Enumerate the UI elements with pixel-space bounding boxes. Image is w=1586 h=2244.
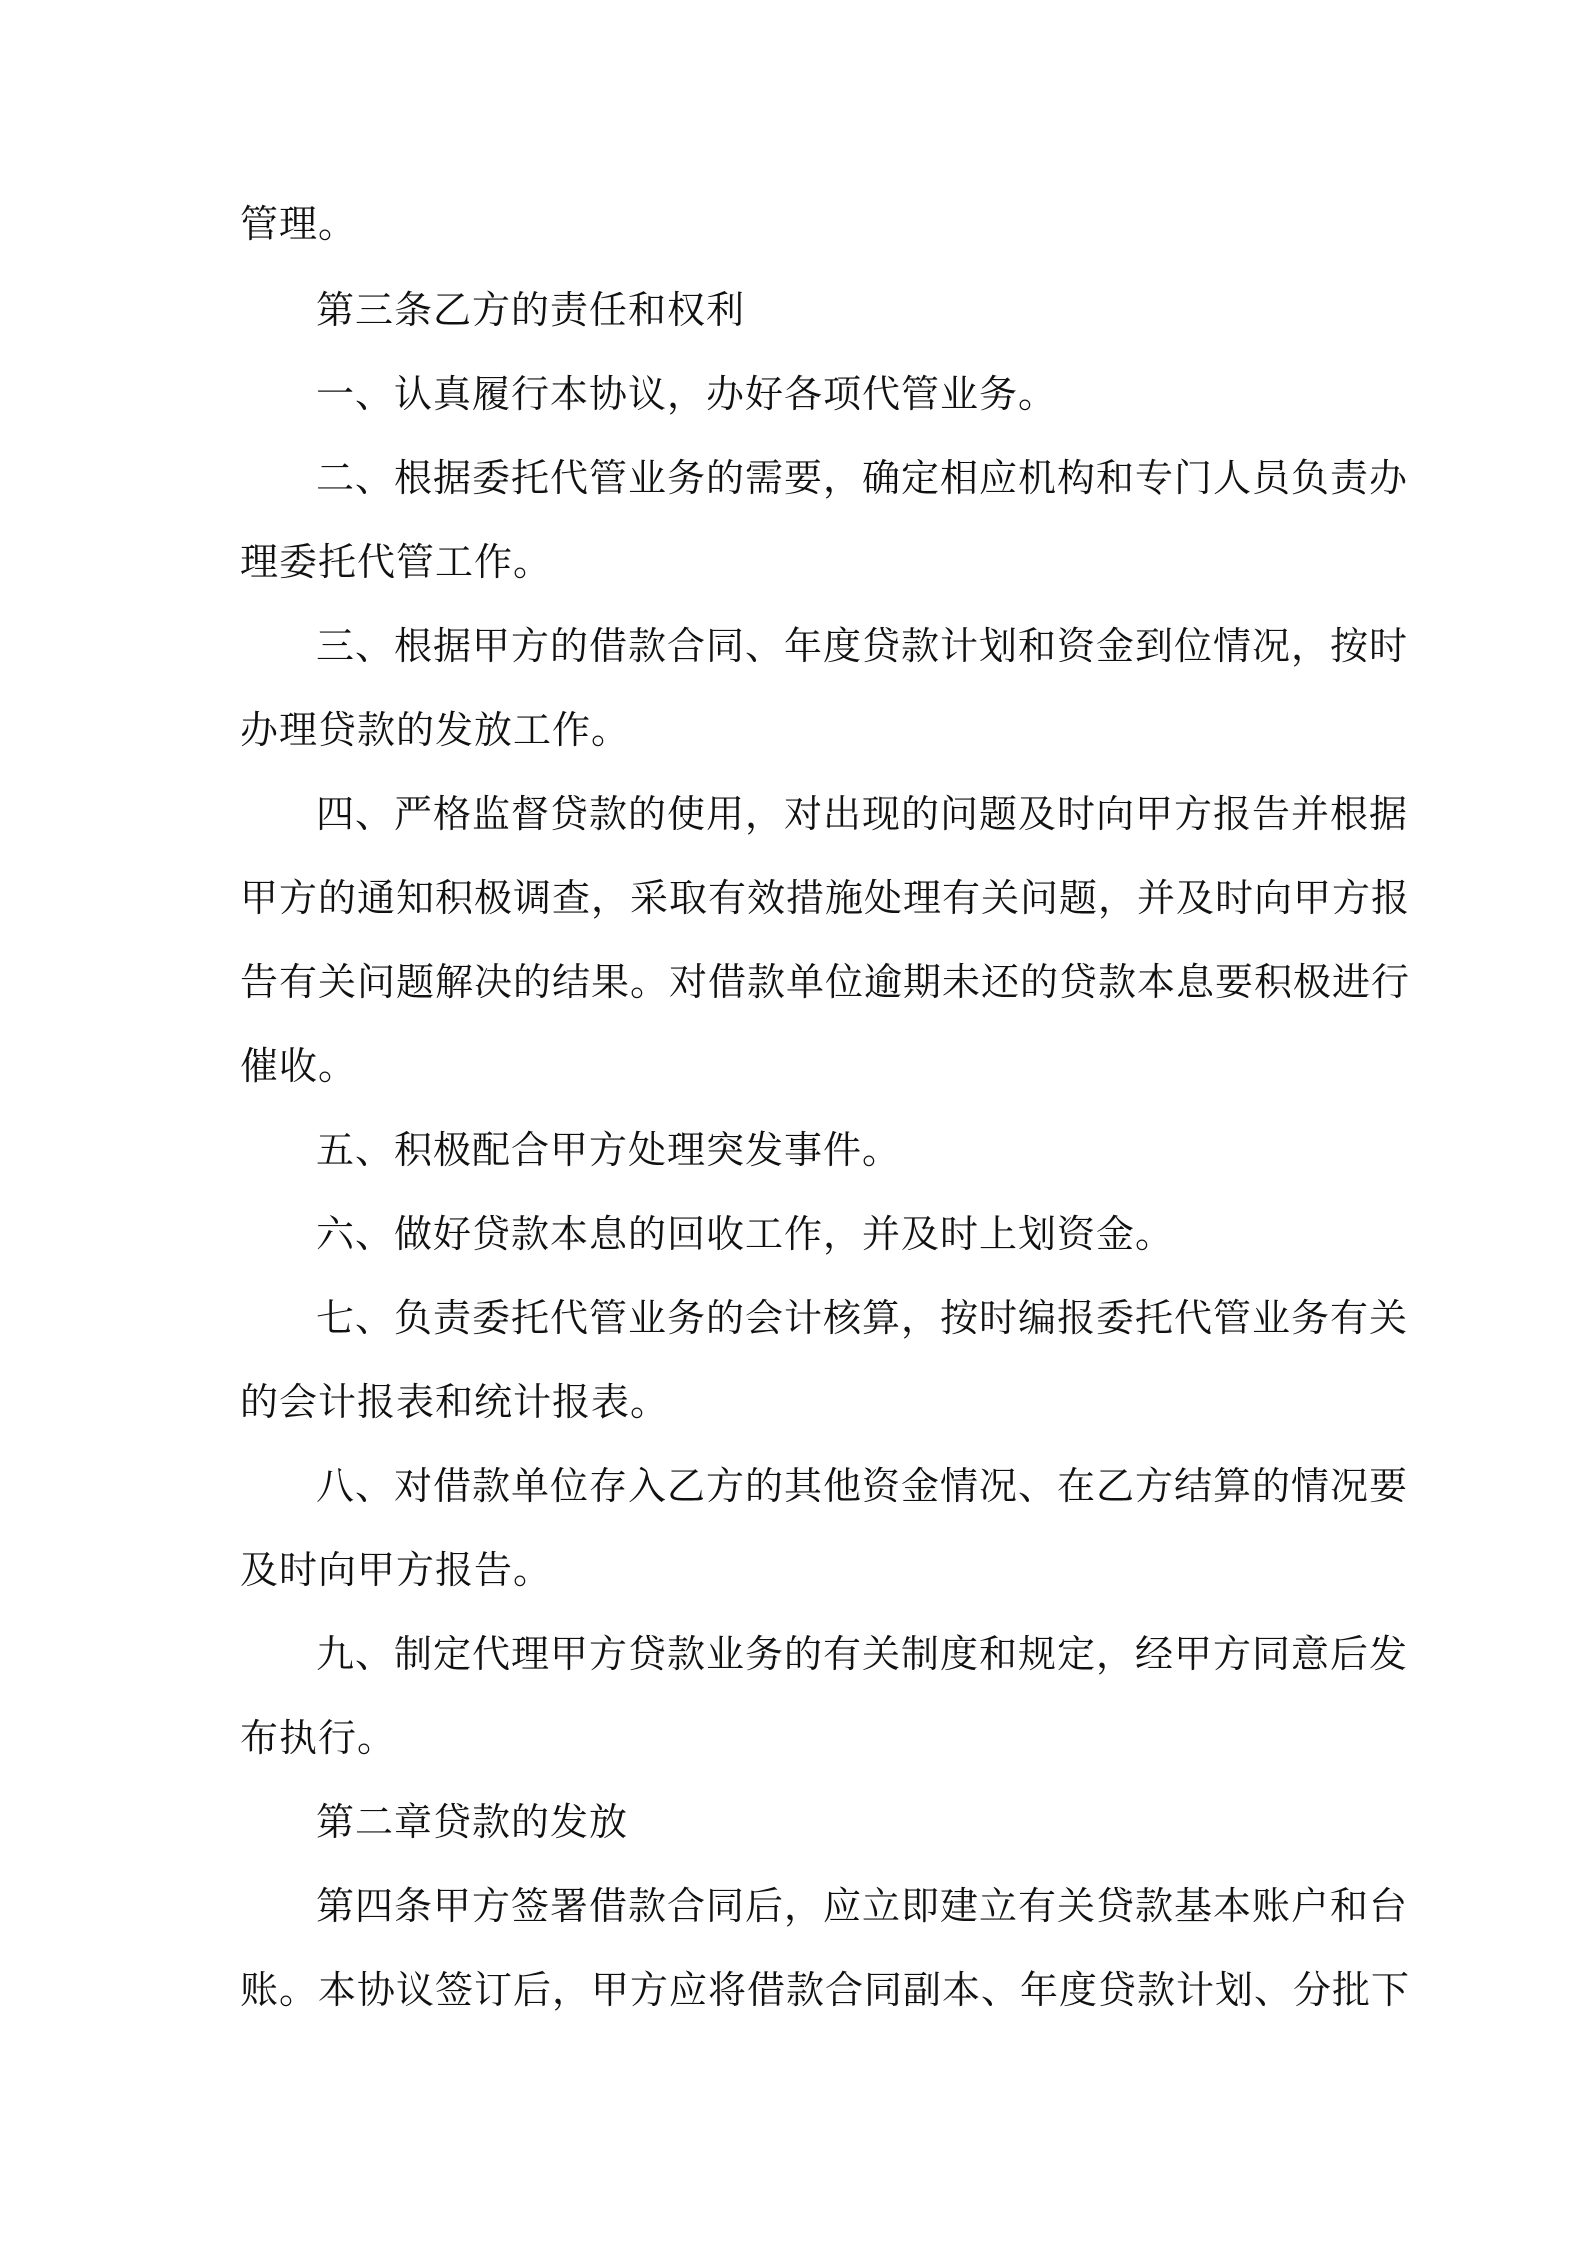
section-heading: 第三条乙方的责任和权利 <box>316 288 746 332</box>
text-line: 四、严格监督贷款的使用，对出现的问题及时向甲方报告并根据 <box>316 792 1409 836</box>
text-line: 二、根据委托代管业务的需要，确定相应机构和专门人员负责办 <box>316 456 1409 500</box>
text-line: 七、负责委托代管业务的会计核算，按时编报委托代管业务有关 <box>316 1296 1409 1340</box>
text-line: 三、根据甲方的借款合同、年度贷款计划和资金到位情况，按时 <box>316 624 1409 668</box>
text-line: 六、做好贷款本息的回收工作，并及时上划资金。 <box>316 1212 1175 1256</box>
text-line: 及时向甲方报告。 <box>240 1548 553 1592</box>
text-line: 管理。 <box>240 202 358 246</box>
text-line: 办理贷款的发放工作。 <box>240 708 631 752</box>
text-line: 账。本协议签订后，甲方应将借款合同副本、年度贷款计划、分批下 <box>240 1968 1411 2012</box>
chapter-heading: 第二章贷款的发放 <box>316 1800 629 1844</box>
text-line: 理委托代管工作。 <box>240 540 553 584</box>
text-line: 九、制定代理甲方贷款业务的有关制度和规定，经甲方同意后发 <box>316 1632 1409 1676</box>
text-line: 布执行。 <box>240 1716 397 1760</box>
text-line: 告有关问题解决的结果。对借款单位逾期未还的贷款本息要积极进行 <box>240 960 1411 1004</box>
text-line: 催收。 <box>240 1044 358 1088</box>
text-line: 甲方的通知积极调查，采取有效措施处理有关问题，并及时向甲方报 <box>240 876 1411 920</box>
text-line: 八、对借款单位存入乙方的其他资金情况、在乙方结算的情况要 <box>316 1464 1409 1508</box>
text-line: 一、认真履行本协议，办好各项代管业务。 <box>316 372 1058 416</box>
text-line: 的会计报表和统计报表。 <box>240 1380 670 1424</box>
text-line: 五、积极配合甲方处理突发事件。 <box>316 1128 902 1172</box>
text-line: 第四条甲方签署借款合同后，应立即建立有关贷款基本账户和台 <box>316 1884 1409 1928</box>
